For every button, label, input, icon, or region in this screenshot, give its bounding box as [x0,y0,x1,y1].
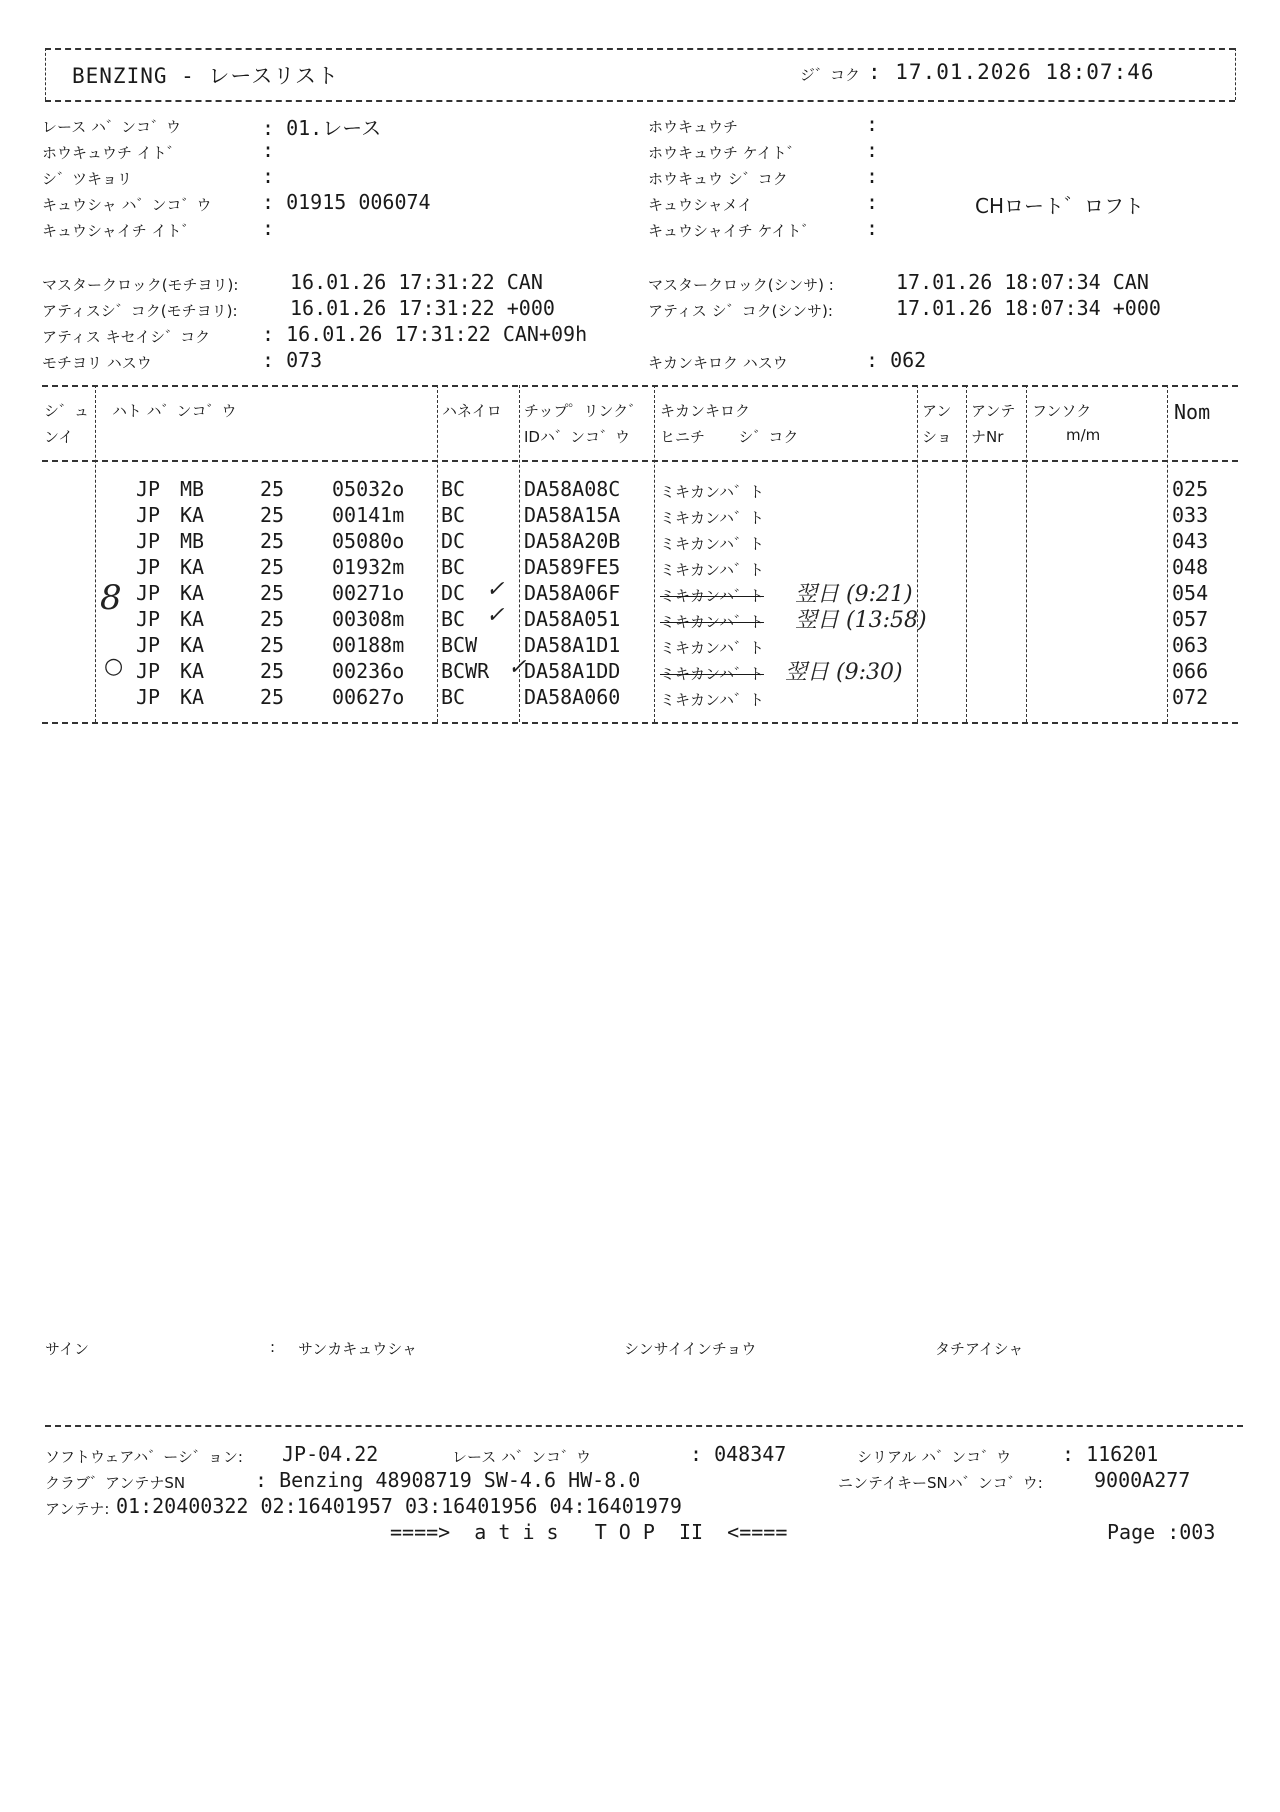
table-header-rule [42,460,1238,462]
nom-number: 072 [1172,685,1209,709]
time-value: : 17.01.2026 18:07:46 [868,60,1155,84]
clock-label: マスタークロック(シンサ) : [648,276,834,294]
chip-id: DA58A08C [524,477,621,501]
header-rank: シ゛ュ [44,402,90,420]
report-title: BENZING - レースリスト [72,64,339,88]
committee-label: シンサイインチョウ [624,1340,757,1358]
feather-color: DC [441,581,466,605]
info-label: キュウシャイチ イト゛ [42,222,197,240]
ring-number: 00308m [332,607,405,631]
recorded-count: : 062 [866,348,927,372]
info-label: キュウシャイチ ケイト゛ [648,222,817,240]
ring-year: 25 [260,659,285,683]
ring-club: MB [180,529,205,553]
check-mark: ✓ [486,603,505,628]
feather-color: BC [441,477,466,501]
info-value: : [262,164,275,188]
ring-year: 25 [260,581,285,605]
ring-year: 25 [260,633,285,657]
ring-number: 00627o [332,685,405,709]
sign-colon: : [270,1338,276,1356]
feather-color: BCWR [441,659,490,683]
handwritten-note: 翌日 (9:30) [785,660,903,685]
col-divider [966,385,967,722]
chip-id: DA589FE5 [524,555,621,579]
ring-country: JP [136,685,161,709]
ring-country: JP [136,659,161,683]
info-value: : [866,112,879,136]
ring-club: KA [180,581,205,605]
clock-label: キカンキロク ハスウ [648,354,788,372]
info-value: : 01.レース [262,116,382,140]
ring-club: MB [180,477,205,501]
col-divider [437,385,438,722]
ring-year: 25 [260,503,285,527]
info-label: レース ハ゛ンコ゛ウ [42,118,182,136]
race-label: レース ハ゛ンコ゛ウ [452,1448,592,1466]
ring-number: 01932m [332,555,405,579]
header-top-rule [45,48,1235,50]
info-label: ホウキュウチ イト゛ [42,144,182,162]
ring-club: KA [180,503,205,527]
margin-mark: ○ [104,654,124,679]
info-value: : [866,190,879,214]
time-label: ジ゛コク [800,66,861,84]
ring-year: 25 [260,685,285,709]
ring-country: JP [136,581,161,605]
ring-country: JP [136,607,161,631]
clock-value: 17.01.26 18:07:34 CAN [896,270,1149,294]
nom-number: 033 [1172,503,1209,527]
clock-value: 16.01.26 17:31:22 CAN [290,270,543,294]
feather-color: DC [441,529,466,553]
header-an: アン [922,402,952,420]
ring-number: 00236o [332,659,405,683]
ring-year: 25 [260,607,285,631]
record-status: ミキカンハ゛ト [660,613,764,631]
witness-label: タチアイシャ [935,1340,1024,1358]
ring-number: 00271o [332,581,405,605]
ring-number: 00188m [332,633,405,657]
ring-country: JP [136,555,161,579]
margin-mark: 8 [100,578,122,618]
nom-number: 043 [1172,529,1209,553]
clock-label: アティスシ゛コク(モチヨリ): [42,302,238,320]
col-divider [917,385,918,722]
header-an-2: ショ [922,428,952,446]
check-mark: ✓ [486,577,505,602]
loft-number: : 01915 006074 [262,190,431,214]
ring-country: JP [136,503,161,527]
record-status: ミキカンハ゛ト [660,691,764,709]
info-label: ホウキュウチ [648,118,739,136]
nom-number: 054 [1172,581,1209,605]
feather-color: BC [441,607,466,631]
header-record: キカンキロク [660,402,751,420]
handwritten-note: 翌日 (13:58) [795,608,927,633]
ring-number: 05080o [332,529,405,553]
clock-label: アティス キセイシ゛コク [42,328,211,346]
entered-count: : 073 [262,348,323,372]
antenna-label: アンテナ: [45,1500,110,1518]
club-antenna-label: クラブ゛アンテナSN [45,1474,186,1492]
record-status: ミキカンハ゛ト [660,483,764,501]
antenna-value: 01:20400322 02:16401957 03:16401956 04:16401979 [116,1494,682,1518]
ring-club: KA [180,607,205,631]
nom-number: 063 [1172,633,1209,657]
col-divider [654,385,655,722]
info-label: ホウキュウチ ケイト゛ [648,144,802,162]
nom-number: 048 [1172,555,1209,579]
ring-club: KA [180,685,205,709]
sw-label: ソフトウェアハ゛ーシ゛ョン: [45,1448,243,1466]
header-speed: フンソク [1032,402,1092,420]
header-antenna-2: ナNr [971,428,1004,446]
header-left-edge [45,48,46,100]
header-chip-2: IDハ゛ンコ゛ウ [524,428,630,446]
feather-color: BC [441,685,466,709]
table-top-rule [42,385,1238,387]
sw-version: JP-04.22 [282,1442,379,1466]
record-status: ミキカンハ゛ト [660,561,764,579]
col-divider [95,385,96,722]
nom-number: 025 [1172,477,1209,501]
ring-number: 00141m [332,503,405,527]
record-status: ミキカンハ゛ト [660,665,764,683]
info-value: : [262,138,275,162]
clock-value: 17.01.26 18:07:34 +000 [896,296,1161,320]
chip-id: DA58A20B [524,529,621,553]
footer-rule [45,1425,1243,1427]
header-antenna: アンテ [971,402,1016,420]
info-value: : [866,138,879,162]
ring-year: 25 [260,555,285,579]
header-speed-2: m/m [1066,426,1101,444]
handwritten-note: 翌日 (9:21) [795,582,913,607]
race-number: : 048347 [690,1442,787,1466]
serial-label: シリアル ハ゛ンコ゛ウ [857,1448,1012,1466]
info-value: : [866,164,879,188]
page-number: Page :003 [1107,1520,1216,1544]
record-status: ミキカンハ゛ト [660,587,764,605]
table-bottom-rule [42,722,1238,724]
ring-club: KA [180,659,205,683]
clock-label: マスタークロック(モチヨリ): [42,276,239,294]
brand-banner: ====> a t i s T O P II <==== [390,1520,788,1544]
chip-id: DA58A06F [524,581,621,605]
header-ring: ハト ハ゛ンコ゛ウ [112,402,237,420]
chip-id: DA58A1D1 [524,633,621,657]
ring-club: KA [180,555,205,579]
info-label: キュウシャメイ [648,196,753,214]
chip-id: DA58A1DD [524,659,621,683]
header-record-2: ヒニチ シ゛コク [660,428,799,446]
col-divider [1167,385,1168,722]
header-right-edge [1235,48,1236,100]
record-status: ミキカンハ゛ト [660,535,764,553]
serial-number: : 116201 [1062,1442,1159,1466]
info-value: : [262,216,275,240]
feather-color: BC [441,503,466,527]
ring-country: JP [136,477,161,501]
info-label: キュウシャ ハ゛ンコ゛ウ [42,196,212,214]
chip-id: DA58A15A [524,503,621,527]
club-antenna-value: : Benzing 48908719 SW-4.6 HW-8.0 [255,1468,641,1492]
ring-year: 25 [260,477,285,501]
check-mark: ✓ [508,655,527,680]
ring-year: 25 [260,529,285,553]
info-label: ホウキュウ シ゛コク [648,170,788,188]
header-bottom-rule [45,100,1235,102]
feather-color: BC [441,555,466,579]
nom-number: 066 [1172,659,1209,683]
chip-id: DA58A060 [524,685,621,709]
record-status: ミキカンハ゛ト [660,509,764,527]
col-divider [1026,385,1027,722]
chip-id: DA58A051 [524,607,621,631]
key-label: ニンテイキーSNハ゛ンコ゛ウ: [838,1474,1043,1492]
info-label: シ゛ツキョリ [42,170,133,188]
header-nom: Nom [1174,400,1211,424]
nom-number: 057 [1172,607,1209,631]
header-chip: チップ゜リンク゛ [524,402,644,420]
clock-label: モチヨリ ハスウ [42,354,152,372]
feather-color: BCW [441,633,478,657]
header-rank-2: ンイ [44,428,74,446]
info-value: : [866,216,879,240]
sign-label: サイン [45,1340,89,1358]
clock-value: 16.01.26 17:31:22 +000 [290,296,555,320]
clock-value: : 16.01.26 17:31:22 CAN+09h [262,322,588,346]
ring-country: JP [136,529,161,553]
ring-country: JP [136,633,161,657]
ring-club: KA [180,633,205,657]
record-status: ミキカンハ゛ト [660,639,764,657]
ring-number: 05032o [332,477,405,501]
header-color: ハネイロ [442,402,502,420]
key-value: 9000A277 [1094,1468,1191,1492]
clock-label: アティス シ゛コク(シンサ): [648,302,833,320]
owner-name: CHロート゛ロフト [975,194,1145,218]
participant-label: サンカキュウシャ [298,1340,417,1358]
